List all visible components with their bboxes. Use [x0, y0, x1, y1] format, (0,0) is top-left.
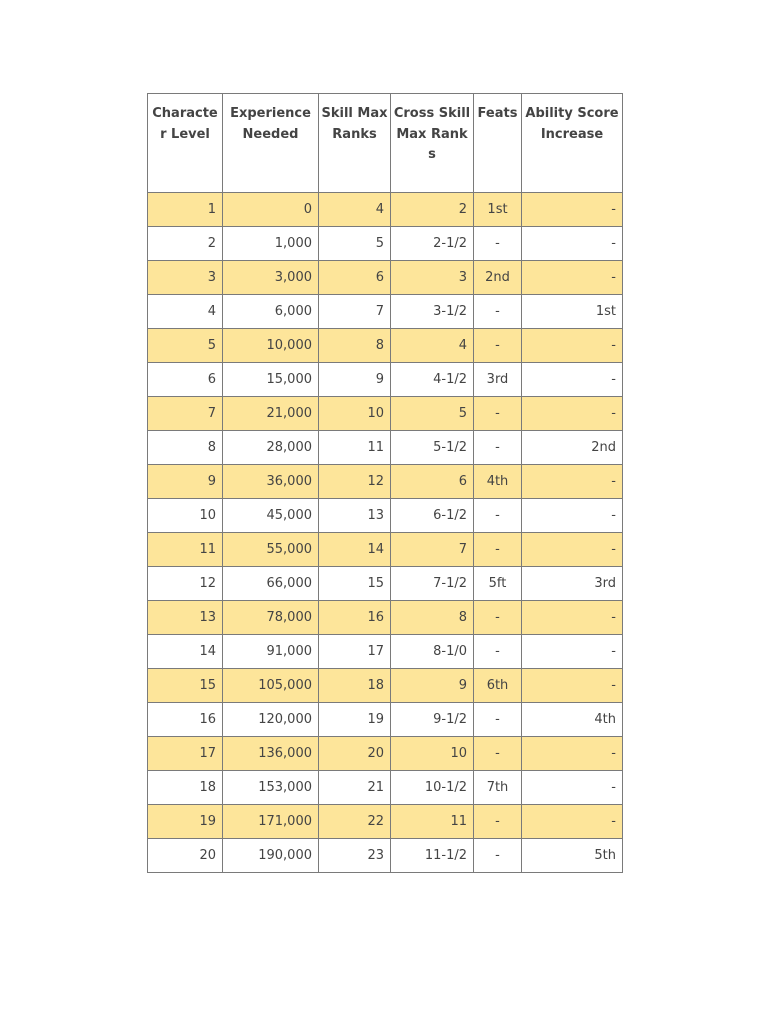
table-row [148, 703, 623, 737]
cell-level: 11 [148, 533, 223, 567]
cell-skill-max: 20 [319, 737, 391, 771]
cell-experience: 36,000 [223, 465, 319, 499]
cell-feats: - [474, 805, 522, 839]
header-row [148, 94, 623, 193]
cell-skill-max: 23 [319, 839, 391, 873]
cell-feats: 1st [474, 193, 522, 227]
header-character-level: Character Level [148, 94, 223, 193]
table-row [148, 533, 623, 567]
cell-feats: 2nd [474, 261, 522, 295]
cell-feats: - [474, 295, 522, 329]
cell-ability-increase: 3rd [522, 567, 623, 601]
cell-cross-skill-max: 10 [391, 737, 474, 771]
cell-experience: 10,000 [223, 329, 319, 363]
cell-cross-skill-max: 8-1/0 [391, 635, 474, 669]
cell-experience: 6,000 [223, 295, 319, 329]
cell-cross-skill-max: 7-1/2 [391, 567, 474, 601]
cell-feats: - [474, 635, 522, 669]
cell-feats: - [474, 227, 522, 261]
cell-experience: 21,000 [223, 397, 319, 431]
cell-experience: 15,000 [223, 363, 319, 397]
cell-skill-max: 5 [319, 227, 391, 261]
table-row [148, 465, 623, 499]
cell-skill-max: 12 [319, 465, 391, 499]
cell-feats: - [474, 499, 522, 533]
table-row [148, 839, 623, 873]
cell-experience: 153,000 [223, 771, 319, 805]
cell-cross-skill-max: 10-1/2 [391, 771, 474, 805]
table-row [148, 601, 623, 635]
cell-level: 20 [148, 839, 223, 873]
cell-cross-skill-max: 7 [391, 533, 474, 567]
cell-experience: 28,000 [223, 431, 319, 465]
table-header [148, 94, 623, 193]
cell-level: 18 [148, 771, 223, 805]
cell-ability-increase: - [522, 533, 623, 567]
cell-cross-skill-max: 2 [391, 193, 474, 227]
table-row [148, 227, 623, 261]
cell-feats: - [474, 431, 522, 465]
cell-ability-increase: - [522, 499, 623, 533]
cell-feats: 3rd [474, 363, 522, 397]
table-row [148, 397, 623, 431]
header-feats: Feats [474, 94, 522, 193]
cell-level: 9 [148, 465, 223, 499]
cell-ability-increase: 1st [522, 295, 623, 329]
cell-ability-increase: - [522, 193, 623, 227]
cell-feats: 5ft [474, 567, 522, 601]
cell-experience: 55,000 [223, 533, 319, 567]
cell-skill-max: 14 [319, 533, 391, 567]
table-row [148, 635, 623, 669]
cell-level: 8 [148, 431, 223, 465]
cell-experience: 136,000 [223, 737, 319, 771]
cell-feats: - [474, 737, 522, 771]
cell-ability-increase: - [522, 227, 623, 261]
cell-skill-max: 11 [319, 431, 391, 465]
cell-experience: 91,000 [223, 635, 319, 669]
cell-skill-max: 10 [319, 397, 391, 431]
cell-level: 6 [148, 363, 223, 397]
cell-skill-max: 9 [319, 363, 391, 397]
cell-skill-max: 15 [319, 567, 391, 601]
cell-cross-skill-max: 2-1/2 [391, 227, 474, 261]
cell-cross-skill-max: 8 [391, 601, 474, 635]
cell-skill-max: 17 [319, 635, 391, 669]
cell-experience: 78,000 [223, 601, 319, 635]
cell-ability-increase: - [522, 363, 623, 397]
cell-cross-skill-max: 9-1/2 [391, 703, 474, 737]
table-row [148, 567, 623, 601]
cell-level: 4 [148, 295, 223, 329]
header-experience-needed: Experience Needed [223, 94, 319, 193]
cell-experience: 0 [223, 193, 319, 227]
cell-ability-increase: - [522, 601, 623, 635]
cell-feats: - [474, 533, 522, 567]
cell-level: 19 [148, 805, 223, 839]
cell-experience: 105,000 [223, 669, 319, 703]
cell-ability-increase: - [522, 261, 623, 295]
cell-level: 15 [148, 669, 223, 703]
cell-level: 2 [148, 227, 223, 261]
cell-ability-increase: - [522, 329, 623, 363]
cell-ability-increase: 5th [522, 839, 623, 873]
table-row [148, 363, 623, 397]
cell-cross-skill-max: 6 [391, 465, 474, 499]
cell-level: 10 [148, 499, 223, 533]
table-row [148, 193, 623, 227]
level-progression-table [147, 93, 623, 873]
cell-feats: 4th [474, 465, 522, 499]
cell-skill-max: 22 [319, 805, 391, 839]
cell-cross-skill-max: 11 [391, 805, 474, 839]
header-cross-skill-max-ranks: Cross Skill Max Ranks [391, 94, 474, 193]
table-row [148, 329, 623, 363]
cell-level: 16 [148, 703, 223, 737]
cell-experience: 3,000 [223, 261, 319, 295]
cell-feats: - [474, 329, 522, 363]
cell-level: 1 [148, 193, 223, 227]
cell-level: 14 [148, 635, 223, 669]
cell-skill-max: 13 [319, 499, 391, 533]
cell-ability-increase: - [522, 669, 623, 703]
cell-skill-max: 18 [319, 669, 391, 703]
cell-feats: - [474, 601, 522, 635]
header-ability-score-increase: Ability Score Increase [522, 94, 623, 193]
cell-cross-skill-max: 3-1/2 [391, 295, 474, 329]
cell-level: 17 [148, 737, 223, 771]
cell-experience: 120,000 [223, 703, 319, 737]
cell-experience: 171,000 [223, 805, 319, 839]
cell-ability-increase: - [522, 635, 623, 669]
cell-skill-max: 4 [319, 193, 391, 227]
cell-level: 5 [148, 329, 223, 363]
cell-feats: 7th [474, 771, 522, 805]
cell-experience: 66,000 [223, 567, 319, 601]
cell-cross-skill-max: 11-1/2 [391, 839, 474, 873]
table-row [148, 805, 623, 839]
table-body [148, 193, 623, 873]
cell-feats: - [474, 839, 522, 873]
cell-level: 13 [148, 601, 223, 635]
table-row [148, 431, 623, 465]
cell-ability-increase: 2nd [522, 431, 623, 465]
cell-level: 7 [148, 397, 223, 431]
header-skill-max-ranks: Skill Max Ranks [319, 94, 391, 193]
table-row [148, 771, 623, 805]
table-row [148, 737, 623, 771]
cell-ability-increase: - [522, 805, 623, 839]
cell-feats: - [474, 703, 522, 737]
table-row [148, 499, 623, 533]
cell-cross-skill-max: 5-1/2 [391, 431, 474, 465]
cell-cross-skill-max: 6-1/2 [391, 499, 474, 533]
cell-ability-increase: - [522, 771, 623, 805]
table-row [148, 261, 623, 295]
cell-cross-skill-max: 9 [391, 669, 474, 703]
table-row [148, 295, 623, 329]
cell-cross-skill-max: 4 [391, 329, 474, 363]
cell-skill-max: 6 [319, 261, 391, 295]
cell-skill-max: 8 [319, 329, 391, 363]
cell-ability-increase: - [522, 397, 623, 431]
cell-skill-max: 16 [319, 601, 391, 635]
cell-cross-skill-max: 5 [391, 397, 474, 431]
cell-feats: 6th [474, 669, 522, 703]
cell-ability-increase: 4th [522, 703, 623, 737]
cell-level: 3 [148, 261, 223, 295]
cell-ability-increase: - [522, 465, 623, 499]
cell-experience: 190,000 [223, 839, 319, 873]
cell-cross-skill-max: 3 [391, 261, 474, 295]
cell-skill-max: 21 [319, 771, 391, 805]
cell-level: 12 [148, 567, 223, 601]
table-row [148, 669, 623, 703]
cell-experience: 1,000 [223, 227, 319, 261]
cell-experience: 45,000 [223, 499, 319, 533]
cell-skill-max: 19 [319, 703, 391, 737]
cell-cross-skill-max: 4-1/2 [391, 363, 474, 397]
cell-ability-increase: - [522, 737, 623, 771]
cell-skill-max: 7 [319, 295, 391, 329]
cell-feats: - [474, 397, 522, 431]
